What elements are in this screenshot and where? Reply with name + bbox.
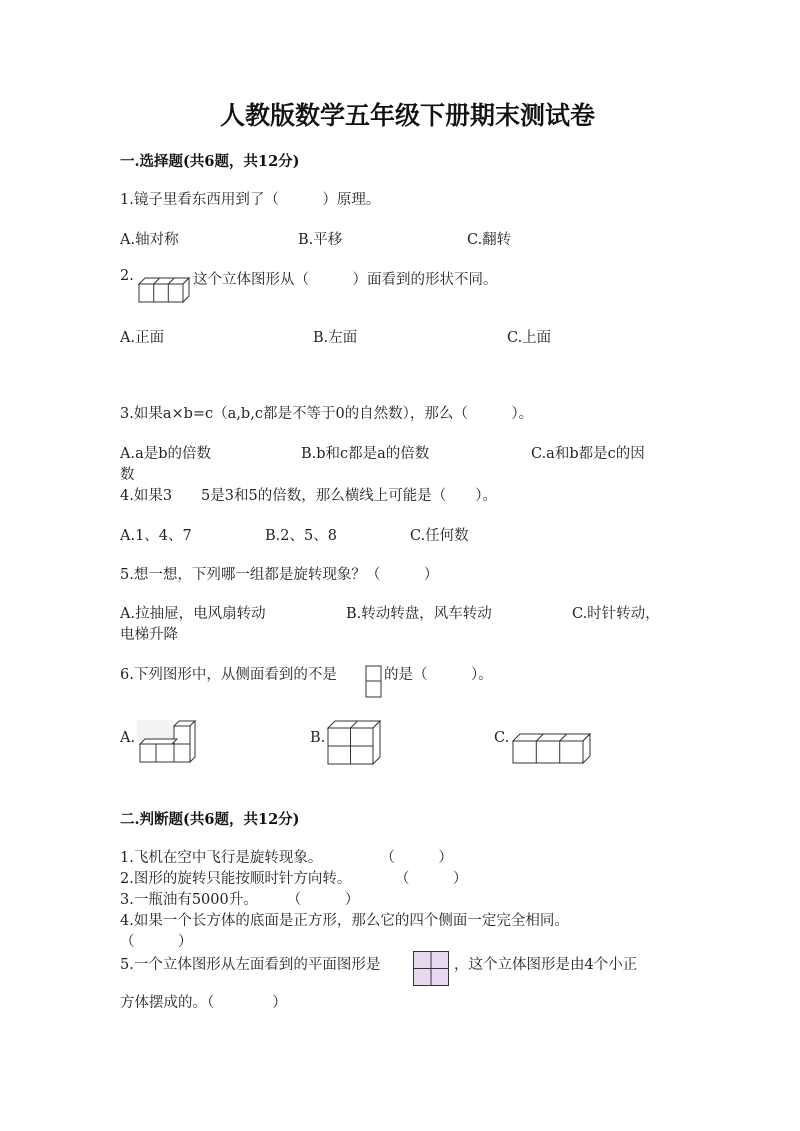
- j5-stem-pre: 5.一个立体图形从左面看到的平面图形是: [120, 957, 381, 973]
- q5-option-b[interactable]: B.转动转盘，风车转动: [346, 606, 492, 622]
- q3-option-c-cont: 数: [120, 467, 135, 483]
- j5-stem-post: ，这个立体图形是由4个小正: [454, 957, 638, 973]
- page-title: 人教版数学五年级下册期末测试卷: [220, 101, 596, 130]
- q6-stem-pre: 6.下列图形中，从侧面看到的不是: [120, 667, 337, 683]
- q5-stem: 5.想一想，下列哪一组都是旋转现象？（ ）: [120, 567, 439, 583]
- q2-number: 2.: [120, 268, 134, 284]
- q6-two-square-figure: [365, 665, 383, 701]
- q3-option-b[interactable]: B.b和c都是a的倍数: [301, 446, 430, 462]
- q3-stem: 3.如果a×b=c（a,b,c都是不等于0的自然数），那么（ ）。: [120, 406, 534, 422]
- j3-stem: 3.一瓶油有5000升。 （ ）: [120, 892, 360, 908]
- j4-stem: 4.如果一个长方体的底面是正方形，那么它的四个侧面一定完全相同。: [120, 913, 569, 929]
- q4-option-c[interactable]: C.任何数: [410, 528, 469, 544]
- q5-option-a[interactable]: A.拉抽屉，电风扇转动: [120, 606, 266, 622]
- q4-option-a[interactable]: A.1、4、7: [120, 528, 192, 544]
- q6-option-b[interactable]: B.: [310, 730, 326, 746]
- q3-option-c[interactable]: C.a和b都是c的因: [531, 446, 645, 462]
- q1-option-b[interactable]: B.平移: [298, 232, 343, 248]
- q6-stem-post: 的是（ ）。: [384, 667, 493, 683]
- q6-figure-b: [325, 720, 383, 766]
- q5-option-c[interactable]: C.时针转动，: [572, 606, 660, 622]
- j2-stem: 2.图形的旋转只能按顺时针方向转。 （ ）: [120, 871, 468, 887]
- q4-stem: 4.如果3 5是3和5的倍数，那么横线上可能是（ ）。: [120, 488, 497, 504]
- q2-cube-row-figure: [136, 278, 192, 304]
- q1-option-c[interactable]: C.翻转: [467, 232, 512, 248]
- q2-option-c[interactable]: C.上面: [507, 330, 552, 346]
- q1-stem: 1.镜子里看东西用到了（ ）原理。: [120, 192, 381, 208]
- j5-square-grid-figure: [413, 951, 451, 987]
- j4-stem-cont: （ ）: [120, 934, 193, 950]
- j1-stem: 1.飞机在空中飞行是旋转现象。 （ ）: [120, 850, 453, 866]
- q3-option-a[interactable]: A.a是b的倍数: [120, 446, 212, 462]
- q6-option-a[interactable]: A.: [120, 730, 136, 746]
- section-2-heading: 二.判断题(共6题，共12分): [120, 811, 300, 828]
- q1-option-a[interactable]: A.轴对称: [120, 232, 179, 248]
- q6-option-c[interactable]: C.: [494, 730, 510, 746]
- q2-option-a[interactable]: A.正面: [120, 330, 165, 346]
- section-1-heading: 一.选择题(共6题，共12分): [120, 153, 300, 170]
- q6-figure-a: [137, 720, 197, 764]
- q5-option-c-cont: 电梯升降: [120, 627, 178, 643]
- j5-stem-cont: 方体摆成的。（ ）: [120, 995, 287, 1011]
- q4-option-b[interactable]: B.2、5、8: [265, 528, 337, 544]
- q2-option-b[interactable]: B.左面: [313, 330, 358, 346]
- q6-figure-c: [510, 732, 592, 766]
- q2-stem: 这个立体图形从（ ）面看到的形状不同。: [193, 272, 498, 288]
